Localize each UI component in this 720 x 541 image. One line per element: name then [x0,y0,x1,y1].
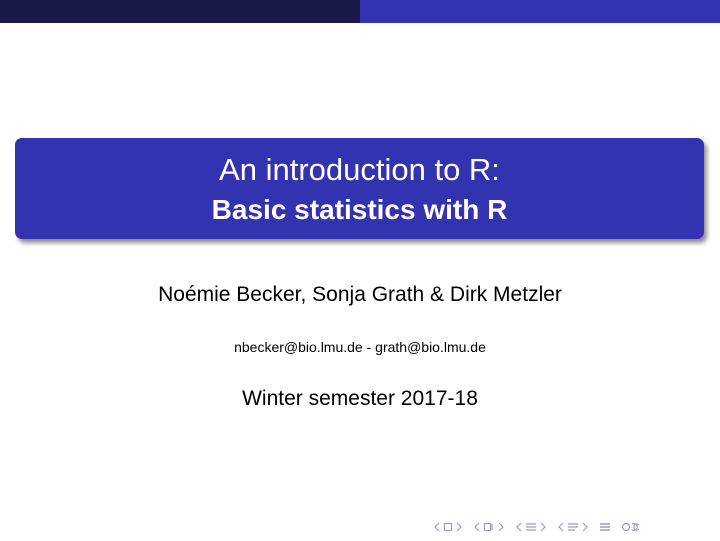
header-bar [0,0,720,23]
nav-group-frame [432,522,464,532]
title: An introduction to R: [219,152,500,187]
nav-group-subsection [472,522,506,532]
subsection-next-icon[interactable] [496,522,506,532]
title-block [15,138,704,239]
search-icon[interactable] [620,522,644,532]
nav-group-section [514,522,548,532]
subsection-prev-icon[interactable] [472,522,482,532]
section-next-icon[interactable] [538,522,548,532]
navigation-bar [432,520,652,534]
authors: Noémie Becker, Sonja Grath & Dirk Metzler [158,283,562,306]
frame-next-icon[interactable] [454,522,464,532]
nav-group-align [598,522,612,532]
date: Winter semester 2017-18 [242,387,478,410]
section-icon[interactable] [524,522,538,532]
header-bar-left [0,0,360,23]
section-prev-icon[interactable] [514,522,524,532]
nav-group-slide [556,522,590,532]
align-icon[interactable] [598,522,612,532]
frame-icon[interactable] [442,522,454,532]
slide-prev-icon[interactable] [556,522,566,532]
subsection-icon[interactable] [482,522,496,532]
slide-next-icon[interactable] [580,522,590,532]
subtitle: Basic statistics with R [211,194,508,225]
emails: nbecker@bio.lmu.de - grath@bio.lmu.de [234,339,486,355]
frame-prev-icon[interactable] [432,522,442,532]
header-bar-right [360,0,720,23]
nav-group-search [620,522,644,532]
slide-icon[interactable] [566,522,580,532]
